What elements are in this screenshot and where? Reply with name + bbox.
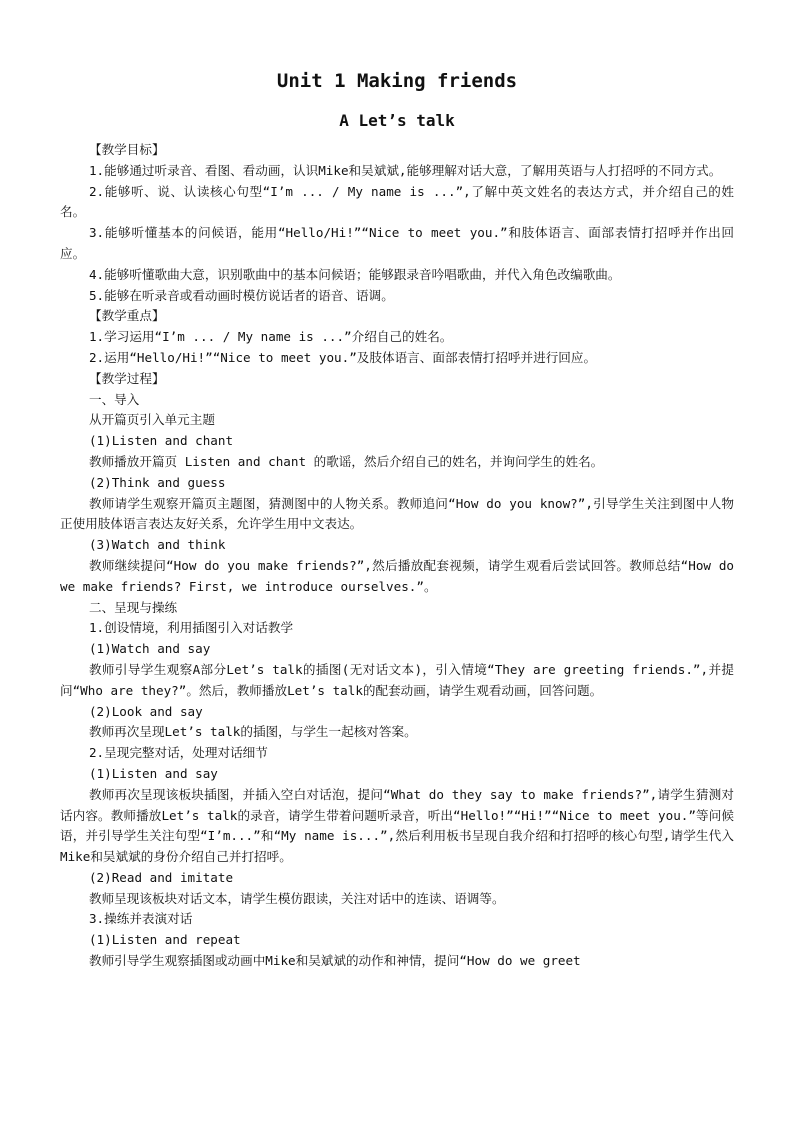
- body-paragraph: 【教学过程】: [88, 370, 165, 386]
- body-paragraph: 教师请学生观察开篇页主题图，猜测图中的人物关系。教师追问“How do you know?”,引导学生关注到图中人物正使用肢体语言表达友好关系，允许学生用中文表达。: [60, 495, 734, 532]
- body-paragraph: (1)Watch and say: [88, 641, 211, 657]
- body-paragraph: 教师引导学生观察A部分Let’s talk的插图(无对话文本)，引入情境“They are greeting friends.”,并提问“Who are they?”。然后，教师播放Let’s talk的配套动画，请学生观看动画，回答问题。: [60, 661, 734, 698]
- body-paragraph: 3.操练并表演对话: [88, 911, 193, 927]
- body-paragraph: 2.呈现完整对话，处理对话细节: [88, 745, 268, 761]
- body-paragraph: 从开篇页引入单元主题: [88, 412, 215, 428]
- body-paragraph: 教师再次呈现该板块插图，并插入空白对话泡，提问“What do they say to make friends?”,请学生猜测对话内容。教师播放Let’s talk的录音，请学生带着问题听录音，听出“Hello!”“Hi!”“Nice to meet you.”等问候语，并引导学生关注句型“I’m...”和“My name is...”,然后利用板书呈现自我介绍和打招呼的核心句型,请学生代入Mike和吴斌斌的身份介绍自己并打招呼。: [60, 786, 734, 865]
- body-paragraph: (3)Watch and think: [88, 537, 226, 553]
- document-subtitle: A Let’s talk: [339, 111, 455, 130]
- body-paragraph: (1)Listen and repeat: [88, 932, 241, 948]
- body-paragraph: 3.能够听懂基本的问候语，能用“Hello/Hi!”“Nice to meet you.”和肢体语言、面部表情打招呼并作出回应。: [60, 225, 734, 261]
- body-paragraph: 【教学目标】: [88, 142, 165, 157]
- body-paragraph: 二、呈现与操练: [88, 599, 178, 615]
- body-paragraph: (1)Listen and chant: [88, 433, 234, 449]
- body-paragraph: 【教学重点】: [88, 308, 165, 324]
- body-paragraph: 4.能够听懂歌曲大意，识别歌曲中的基本问候语；能够跟录音吟唱歌曲，并代入角色改编歌曲。: [88, 266, 621, 282]
- body-paragraph: 一、导入: [88, 391, 140, 407]
- document-title: Unit 1 Making friends: [276, 70, 518, 92]
- body-paragraph: 1.创设情境，利用插图引入对话教学: [88, 620, 294, 636]
- document-body: [60, 140, 734, 972]
- body-paragraph: 2.能够听、说、认读核心句型“I’m ... / My name is ...”,了解中英文姓名的表达方式，并介绍自己的姓名。: [60, 183, 734, 220]
- body-paragraph: (2)Think and guess: [88, 474, 226, 490]
- body-paragraph: 教师播放开篇页 Listen and chant 的歌谣，然后介绍自己的姓名，并询问学生的姓名。: [88, 453, 604, 469]
- body-paragraph: 1.学习运用“I’m ... / My name is ...”介绍自己的姓名。: [88, 329, 453, 345]
- body-paragraph: 2.运用“Hello/Hi!”“Nice to meet you.”及肢体语言、面部表情打招呼并进行回应。: [88, 349, 597, 365]
- body-paragraph: (2)Read and imitate: [88, 869, 234, 885]
- body-paragraph: 教师再次呈现Let’s talk的插图，与学生一起核对答案。: [88, 724, 417, 740]
- body-paragraph: 教师引导学生观察插图或动画中Mike和吴斌斌的动作和神情，提问“How do we greet: [88, 953, 581, 969]
- body-paragraph: 1.能够通过听录音、看图、看动画，认识Mike和吴斌斌,能够理解对话大意，了解用英语与人打招呼的不同方式。: [88, 162, 722, 178]
- body-paragraph: (1)Listen and say: [88, 765, 218, 781]
- body-paragraph: 5.能够在听录音或看动画时模仿说话者的语音、语调。: [88, 287, 394, 303]
- body-paragraph: 教师呈现该板块对话文本，请学生模仿跟读，关注对话中的连读、语调等。: [88, 890, 505, 906]
- body-paragraph: 教师继续提问“How do you make friends?”,然后播放配套视频，请学生观看后尝试回答。教师总结“How do we make friends? First, we introduce ourselves.”。: [60, 557, 734, 594]
- body-paragraph: (2)Look and say: [88, 703, 203, 719]
